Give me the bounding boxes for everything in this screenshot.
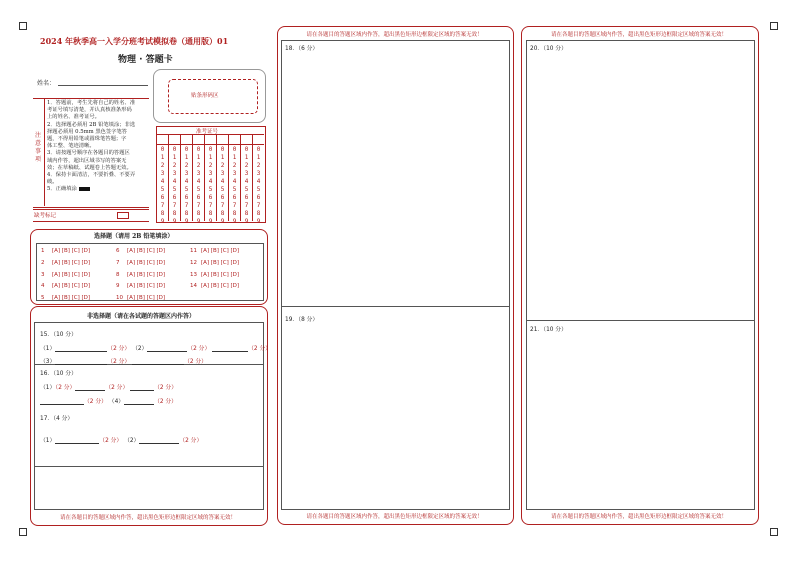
mc-question-number: 9 bbox=[116, 283, 120, 290]
mc-question-number: 2 bbox=[41, 259, 45, 266]
exam-id-column-divider bbox=[192, 134, 193, 221]
answer-blank[interactable] bbox=[55, 437, 99, 444]
exam-id-digit[interactable]: 4 bbox=[256, 178, 261, 185]
q16-line2: （2 分） （4） （2 分） bbox=[40, 396, 177, 405]
note-line: 2．选择题必须用 2B 铅笔填涂；非选 bbox=[47, 121, 136, 128]
exam-id-digit[interactable]: 0 bbox=[256, 146, 261, 153]
exam-id-digit[interactable]: 4 bbox=[232, 178, 237, 185]
exam-id-digit[interactable]: 7 bbox=[172, 202, 177, 209]
exam-id-digit[interactable]: 0 bbox=[208, 146, 213, 153]
absent-checkbox[interactable] bbox=[117, 212, 129, 219]
exam-id-digit[interactable]: 2 bbox=[220, 162, 225, 169]
exam-id-digit[interactable]: 0 bbox=[196, 146, 201, 153]
exam-id-digit[interactable]: 6 bbox=[172, 194, 177, 201]
exam-title: 2024 年秋季高一入学分班考试模拟卷（通用版）01 bbox=[40, 36, 229, 46]
warning-header: 请在各题目的答题区域内作答，超出黑色矩形边框限定区域的答案无效！ bbox=[306, 32, 483, 38]
mc-options[interactable]: [A] [B] [C] [D] bbox=[127, 271, 166, 278]
warning-footer: 请在各题目的答题区域内作答，超出黑色矩形边框限定区域的答案无效！ bbox=[306, 514, 483, 520]
mc-options[interactable]: [A] [B] [C] [D] bbox=[127, 259, 166, 266]
mc-question-row[interactable] bbox=[190, 283, 239, 289]
mc-question-row[interactable] bbox=[190, 272, 239, 278]
exam-id-digit[interactable]: 2 bbox=[160, 162, 165, 169]
exam-id-digit[interactable]: 2 bbox=[232, 162, 237, 169]
mc-options[interactable]: [A] [B] [C] [D] bbox=[52, 259, 91, 266]
answer-blank[interactable] bbox=[130, 384, 154, 391]
note-line: 4．保持卡面清洁，不要折叠、不要弄 bbox=[47, 172, 136, 179]
answer-blank[interactable] bbox=[40, 398, 84, 405]
name-label: 姓名： bbox=[37, 80, 56, 87]
exam-id-digit[interactable]: 9 bbox=[184, 218, 189, 225]
mc-question-row[interactable] bbox=[190, 260, 239, 266]
exam-id-digit[interactable]: 7 bbox=[184, 202, 189, 209]
col3-answer-box bbox=[526, 40, 755, 510]
exam-id-digit[interactable]: 5 bbox=[244, 186, 249, 193]
exam-id-digit[interactable]: 9 bbox=[232, 218, 237, 225]
mc-question-number: 5 bbox=[41, 295, 45, 302]
notes-list bbox=[47, 100, 135, 194]
mc-question-number: 13 bbox=[190, 271, 197, 278]
mc-question-number: 1 bbox=[41, 248, 45, 254]
exam-id-digit[interactable]: 4 bbox=[220, 178, 225, 185]
notes-side-label: 注 意 事 项 bbox=[35, 132, 42, 163]
exam-id-digit[interactable]: 0 bbox=[220, 146, 225, 153]
q18-heading: 18．（6 分） bbox=[285, 46, 319, 52]
warning-footer: 请在各题目的答题区域内作答，超出黑色矩形边框限定区域的答案无效！ bbox=[550, 514, 727, 520]
exam-id-digit[interactable]: 5 bbox=[232, 186, 237, 193]
exam-id-digit[interactable]: 1 bbox=[256, 154, 261, 161]
exam-id-column-divider bbox=[240, 134, 241, 221]
exam-id-digit-column[interactable] bbox=[170, 146, 179, 226]
corner-mark-bottom-left bbox=[19, 528, 27, 536]
note-line: 3．请按题号顺序在各题目的答题区 bbox=[47, 150, 130, 157]
mc-question-number: 11 bbox=[190, 248, 197, 254]
exam-id-column-divider bbox=[204, 134, 205, 221]
mc-options[interactable]: [A] [B] [C] [D] bbox=[201, 259, 240, 266]
exam-id-digit[interactable]: 5 bbox=[184, 186, 189, 193]
exam-id-digit[interactable]: 3 bbox=[196, 170, 201, 177]
q17-heading: 17．（4 分） bbox=[40, 416, 74, 422]
corner-mark-bottom-right bbox=[770, 528, 778, 536]
mc-question-row[interactable] bbox=[190, 248, 239, 254]
exam-id-digit[interactable]: 0 bbox=[232, 146, 237, 153]
exam-id-digit[interactable]: 6 bbox=[232, 194, 237, 201]
exam-id-digit[interactable]: 8 bbox=[160, 210, 165, 217]
exam-id-digit-column[interactable] bbox=[242, 146, 251, 226]
note-line: 考证号填写清楚，并认真核准条形码 bbox=[47, 107, 132, 114]
absent-label: 缺考标记 bbox=[34, 213, 57, 219]
exam-id-digit[interactable]: 7 bbox=[196, 202, 201, 209]
q16-heading: 16．（10 分） bbox=[40, 371, 77, 377]
mc-question-row[interactable] bbox=[116, 248, 165, 254]
exam-id-digit-column[interactable] bbox=[206, 146, 215, 226]
exam-id-digit[interactable]: 4 bbox=[196, 178, 201, 185]
note-line: 破。 bbox=[47, 179, 58, 186]
exam-id-digit[interactable]: 7 bbox=[232, 202, 237, 209]
answer-blank[interactable] bbox=[212, 345, 248, 352]
exam-id-digit[interactable]: 6 bbox=[220, 194, 225, 201]
exam-id-digit[interactable]: 0 bbox=[244, 146, 249, 153]
mc-question-number: 3 bbox=[41, 271, 45, 278]
note-line: 域内作答，超出区域书写的答案无 bbox=[47, 157, 127, 164]
mc-options[interactable]: [A] [B] [C] [D] bbox=[201, 248, 240, 254]
exam-id-digit[interactable]: 8 bbox=[232, 210, 237, 217]
barcode-label: 贴条形码区 bbox=[191, 93, 219, 99]
exam-id-digit[interactable]: 1 bbox=[196, 154, 201, 161]
answer-blank[interactable] bbox=[55, 358, 107, 365]
exam-id-digit[interactable]: 1 bbox=[232, 154, 237, 161]
mc-question-number: 10 bbox=[116, 295, 123, 302]
exam-id-digit[interactable]: 3 bbox=[208, 170, 213, 177]
exam-id-digit[interactable]: 2 bbox=[256, 162, 261, 169]
mc-options[interactable]: [A] [B] [C] [D] bbox=[201, 283, 240, 290]
exam-id-digit[interactable]: 6 bbox=[184, 194, 189, 201]
exam-id-digit[interactable]: 0 bbox=[160, 146, 165, 153]
q15-line1: （1） （2 分） （2） （2 分） （2 分） bbox=[40, 346, 272, 352]
exam-id-digit-column[interactable] bbox=[182, 146, 191, 226]
mc-question-number: 8 bbox=[116, 271, 120, 278]
nonmc-title: 非选择题（请在各试题的答题区内作答） bbox=[87, 313, 196, 320]
exam-id-digit[interactable]: 6 bbox=[160, 194, 165, 201]
mc-question-number: 7 bbox=[116, 259, 120, 266]
answer-blank[interactable] bbox=[124, 398, 154, 405]
exam-id-digit[interactable]: 3 bbox=[172, 170, 177, 177]
exam-id-digit[interactable]: 3 bbox=[160, 170, 165, 177]
mc-options[interactable]: [A] [B] [C] [D] bbox=[127, 295, 166, 302]
exam-id-digit[interactable]: 3 bbox=[232, 170, 237, 177]
mc-question-row[interactable] bbox=[41, 283, 90, 289]
exam-id-digit[interactable]: 8 bbox=[244, 210, 249, 217]
exam-id-digit[interactable]: 5 bbox=[196, 186, 201, 193]
note-line: 效；在草稿纸、试题卷上答题无效。 bbox=[47, 164, 132, 171]
mc-question-row[interactable] bbox=[116, 283, 165, 289]
exam-id-column-divider bbox=[180, 134, 181, 221]
warning-header: 请在各题目的答题区域内作答，超出黑色矩形边框限定区域的答案无效！ bbox=[550, 32, 727, 38]
exam-id-digit[interactable]: 2 bbox=[172, 162, 177, 169]
exam-id-digit[interactable]: 0 bbox=[172, 146, 177, 153]
warning-footer: 请在各题目的答题区域内作答，超出黑色矩形边框限定区域的答案无效！ bbox=[59, 515, 236, 521]
mc-title: 选择题（请用 2B 铅笔填涂） bbox=[94, 233, 174, 240]
mc-question-row[interactable] bbox=[41, 260, 90, 266]
exam-id-digit[interactable]: 4 bbox=[244, 178, 249, 185]
corner-mark-top-left bbox=[19, 22, 27, 30]
exam-id-digit[interactable]: 8 bbox=[172, 210, 177, 217]
exam-id-digit-column[interactable] bbox=[158, 146, 167, 226]
exam-id-digit[interactable]: 5 bbox=[256, 186, 261, 193]
q19-heading: 19．（8 分） bbox=[285, 317, 319, 323]
exam-id-digit[interactable]: 2 bbox=[208, 162, 213, 169]
mc-options[interactable]: [A] [B] [C] [D] bbox=[52, 295, 91, 302]
exam-id-digit[interactable]: 4 bbox=[172, 178, 177, 185]
exam-id-digit[interactable]: 8 bbox=[196, 210, 201, 217]
exam-id-digit[interactable]: 2 bbox=[184, 162, 189, 169]
exam-id-column-divider bbox=[252, 134, 253, 221]
answer-blank[interactable] bbox=[132, 358, 184, 365]
exam-id-label: 准考证号 bbox=[196, 129, 219, 135]
exam-id-digit[interactable]: 8 bbox=[256, 210, 261, 217]
exam-id-column-divider bbox=[168, 134, 169, 221]
exam-id-digit[interactable]: 3 bbox=[184, 170, 189, 177]
col3-divider bbox=[526, 320, 754, 321]
q15-heading: 15．（10 分） bbox=[40, 332, 77, 338]
exam-id-digit[interactable]: 1 bbox=[184, 154, 189, 161]
exam-id-digit[interactable]: 1 bbox=[220, 154, 225, 161]
exam-id-digit[interactable]: 3 bbox=[244, 170, 249, 177]
mc-options[interactable]: [A] [B] [C] [D] bbox=[52, 248, 91, 254]
mc-question-number: 4 bbox=[41, 283, 45, 290]
exam-id-digit[interactable]: 8 bbox=[220, 210, 225, 217]
note-line: 题，不得用铅笔或圆珠笔答题；字 bbox=[47, 136, 127, 143]
exam-id-digit[interactable]: 9 bbox=[172, 218, 177, 225]
exam-id-digit[interactable]: 2 bbox=[196, 162, 201, 169]
note-line: 上的姓名、准考证号。 bbox=[47, 114, 100, 121]
exam-id-column-divider bbox=[216, 134, 217, 221]
exam-id-digit[interactable]: 7 bbox=[160, 202, 165, 209]
answer-blank[interactable] bbox=[55, 345, 107, 352]
exam-id-digit[interactable]: 8 bbox=[208, 210, 213, 217]
exam-id-digit[interactable]: 5 bbox=[172, 186, 177, 193]
answer-blank[interactable] bbox=[147, 345, 187, 352]
mc-question-row[interactable] bbox=[116, 295, 165, 301]
exam-id-digit[interactable]: 1 bbox=[208, 154, 213, 161]
note-line: 体工整、笔迹清晰。 bbox=[47, 143, 95, 150]
q15-line2: （3） （2 分） （2 分） bbox=[40, 359, 207, 365]
exam-id-digit[interactable]: 9 bbox=[208, 218, 213, 225]
exam-id-entry-line bbox=[156, 144, 264, 145]
exam-id-digit[interactable]: 5 bbox=[160, 186, 165, 193]
exam-id-digit[interactable]: 1 bbox=[172, 154, 177, 161]
exam-id-digit[interactable]: 6 bbox=[244, 194, 249, 201]
col2-answer-box bbox=[281, 40, 510, 510]
exam-id-header-line bbox=[156, 134, 264, 135]
col2-divider bbox=[281, 306, 509, 307]
mc-question-row[interactable] bbox=[116, 260, 165, 266]
mc-question-number: 12 bbox=[190, 259, 197, 266]
exam-id-digit-column[interactable] bbox=[230, 146, 239, 226]
exam-id-digit[interactable]: 2 bbox=[244, 162, 249, 169]
name-field[interactable] bbox=[58, 85, 148, 86]
mc-question-row[interactable] bbox=[41, 248, 90, 254]
subject-title: 物理 · 答题卡 bbox=[118, 55, 173, 65]
notes-divider bbox=[44, 98, 45, 206]
mc-options[interactable]: [A] [B] [C] [D] bbox=[52, 271, 91, 278]
answer-blank[interactable] bbox=[75, 384, 105, 391]
mc-question-row[interactable] bbox=[41, 272, 90, 278]
exam-id-digit[interactable]: 5 bbox=[208, 186, 213, 193]
exam-id-digit[interactable]: 1 bbox=[160, 154, 165, 161]
exam-id-digit[interactable]: 6 bbox=[196, 194, 201, 201]
exam-id-digit[interactable]: 3 bbox=[220, 170, 225, 177]
exam-id-digit[interactable]: 0 bbox=[184, 146, 189, 153]
mc-question-number: 6 bbox=[116, 248, 120, 254]
exam-id-digit[interactable]: 7 bbox=[208, 202, 213, 209]
exam-id-digit[interactable]: 1 bbox=[244, 154, 249, 161]
q21-heading: 21．（10 分） bbox=[530, 327, 567, 333]
exam-id-digit[interactable]: 9 bbox=[244, 218, 249, 225]
exam-id-digit[interactable]: 6 bbox=[208, 194, 213, 201]
exam-id-digit[interactable]: 7 bbox=[256, 202, 261, 209]
exam-id-digit[interactable]: 3 bbox=[256, 170, 261, 177]
mc-options[interactable]: [A] [B] [C] [D] bbox=[127, 248, 166, 254]
exam-id-digit-column[interactable] bbox=[254, 146, 263, 226]
q17-line1: （1） （2 分） （2） （2 分） bbox=[40, 438, 203, 444]
exam-id-digit-column[interactable] bbox=[194, 146, 203, 226]
q17-bottom-divider bbox=[34, 466, 263, 467]
exam-id-digit[interactable]: 6 bbox=[256, 194, 261, 201]
answer-blank[interactable] bbox=[139, 437, 179, 444]
q16-line1: （1）（2 分） （2 分） （2 分） bbox=[40, 385, 178, 391]
exam-id-digit[interactable]: 4 bbox=[184, 178, 189, 185]
q20-heading: 20．（10 分） bbox=[530, 46, 567, 52]
exam-id-digit[interactable]: 7 bbox=[220, 202, 225, 209]
corner-mark-top-right bbox=[770, 22, 778, 30]
mc-question-number: 14 bbox=[190, 283, 197, 290]
filled-sample-mark bbox=[79, 187, 90, 191]
mc-question-row[interactable] bbox=[116, 272, 165, 278]
exam-id-digit[interactable]: 4 bbox=[208, 178, 213, 185]
mc-options[interactable]: [A] [B] [C] [D] bbox=[52, 283, 91, 290]
mc-options[interactable]: [A] [B] [C] [D] bbox=[201, 271, 240, 278]
exam-id-digit[interactable]: 9 bbox=[256, 218, 261, 225]
exam-id-digit[interactable]: 9 bbox=[220, 218, 225, 225]
mc-question-row[interactable] bbox=[41, 295, 90, 301]
note-line: 1．答题前，考生先将自己的姓名、准 bbox=[47, 100, 136, 106]
note-line: 择题必须用 0.5mm 黑色签字笔答 bbox=[47, 128, 128, 135]
note-line: 5．正确填涂 bbox=[47, 186, 135, 193]
exam-id-digit[interactable]: 7 bbox=[244, 202, 249, 209]
exam-id-column-divider bbox=[228, 134, 229, 221]
exam-id-digit-column[interactable] bbox=[218, 146, 227, 226]
exam-id-digit[interactable]: 5 bbox=[220, 186, 225, 193]
exam-id-digit[interactable]: 4 bbox=[160, 178, 165, 185]
exam-id-digit[interactable]: 9 bbox=[196, 218, 201, 225]
exam-id-digit[interactable]: 9 bbox=[160, 218, 165, 225]
exam-id-digit[interactable]: 8 bbox=[184, 210, 189, 217]
mc-options[interactable]: [A] [B] [C] [D] bbox=[127, 283, 166, 290]
